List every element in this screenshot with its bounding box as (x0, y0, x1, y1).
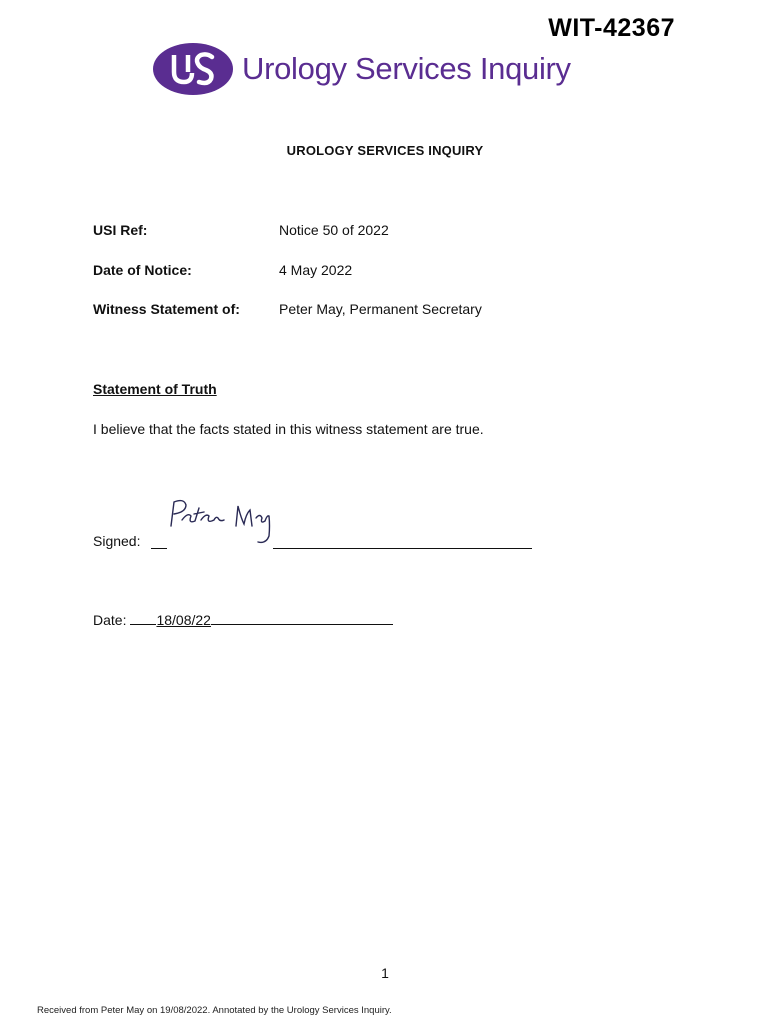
statement-of-truth-title: Statement of Truth (93, 381, 217, 397)
page-number: 1 (381, 965, 389, 981)
signature-underline-right (273, 548, 532, 549)
date-blank-left (130, 623, 156, 625)
field-label: USI Ref: (93, 222, 148, 238)
field-row-witness (93, 301, 482, 317)
date-line (93, 612, 393, 628)
date-label: Date: (93, 612, 127, 628)
field-value: 4 May 2022 (279, 262, 353, 278)
field-value: Peter May, Permanent Secretary (279, 301, 482, 317)
logo-text: Urology Services Inquiry (242, 51, 571, 86)
signed-label: Signed: (93, 533, 141, 549)
document-reference: WIT-42367 (548, 14, 675, 42)
field-row-date-of-notice (93, 262, 352, 278)
date-blank-right (211, 623, 393, 625)
document-heading: UROLOGY SERVICES INQUIRY (286, 143, 484, 158)
statement-of-truth-body: I believe that the facts stated in this witness statement are true. (93, 421, 484, 437)
usi-logo (152, 42, 571, 96)
handwritten-signature (166, 496, 276, 548)
signature-underline-left (151, 548, 167, 549)
usi-logo-mark-icon (152, 42, 234, 96)
footer-annotation: Received from Peter May on 19/08/2022. Annotated by the Urology Services Inquiry. (37, 1005, 392, 1016)
field-value: Notice 50 of 2022 (279, 222, 389, 238)
field-label: Witness Statement of: (93, 301, 240, 317)
field-label: Date of Notice: (93, 262, 192, 278)
field-row-usi-ref (93, 222, 389, 238)
date-value: 18/08/22 (156, 612, 211, 628)
